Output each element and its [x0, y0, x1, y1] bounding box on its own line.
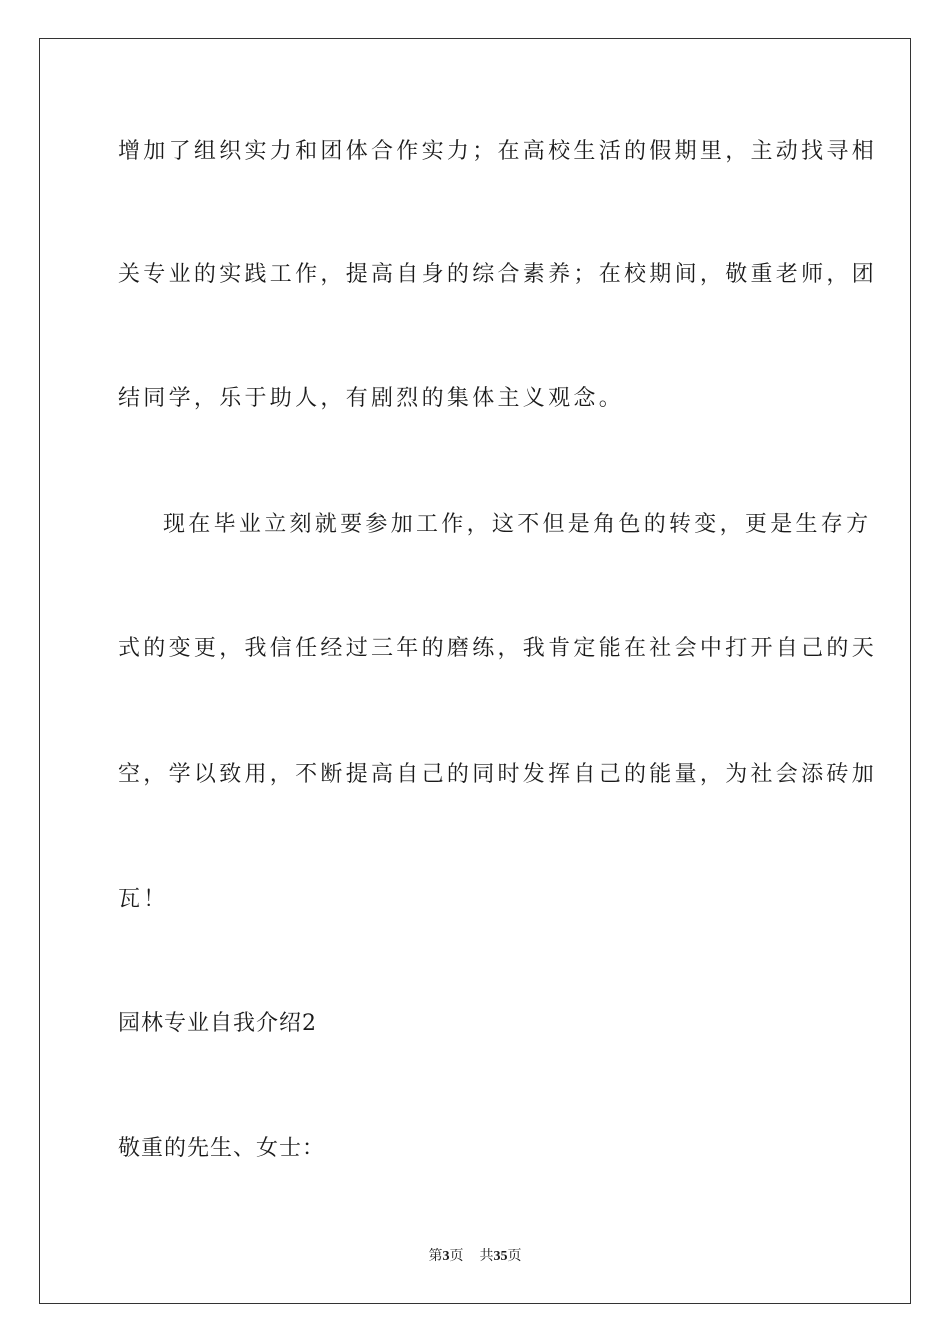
body-line-5: 式的变更，我信任经过三年的磨练，我肯定能在社会中打开自己的天: [118, 636, 878, 661]
page-footer: [0, 1246, 950, 1267]
footer-page-total: 35: [493, 1249, 508, 1264]
footer-page-suffix: 页: [449, 1248, 464, 1264]
footer-page-current: 3: [442, 1249, 450, 1264]
footer-page-prefix: 第: [428, 1248, 443, 1264]
salutation: 敬重的先生、女士：: [118, 1136, 326, 1161]
body-line-2: 关专业的实践工作，提高自身的综合素养；在校期间，敬重老师，团: [118, 262, 878, 287]
footer-total-suffix: 页: [507, 1248, 522, 1264]
footer-total-prefix: 共: [479, 1248, 494, 1264]
body-line-6: 空，学以致用，不断提高自己的同时发挥自己的能量，为社会添砖加: [118, 762, 878, 787]
page-border: [39, 38, 911, 1304]
body-line-7: 瓦！: [118, 887, 169, 912]
body-line-1: 增加了组织实力和团体合作实力；在高校生活的假期里，主动找寻相: [118, 139, 878, 164]
body-line-3: 结同学，乐于助人，有剧烈的集体主义观念。: [118, 386, 625, 411]
section-heading: 园林专业自我介绍2: [118, 1011, 317, 1036]
body-line-4: 现在毕业立刻就要参加工作，这不但是角色的转变，更是生存方: [163, 512, 872, 537]
